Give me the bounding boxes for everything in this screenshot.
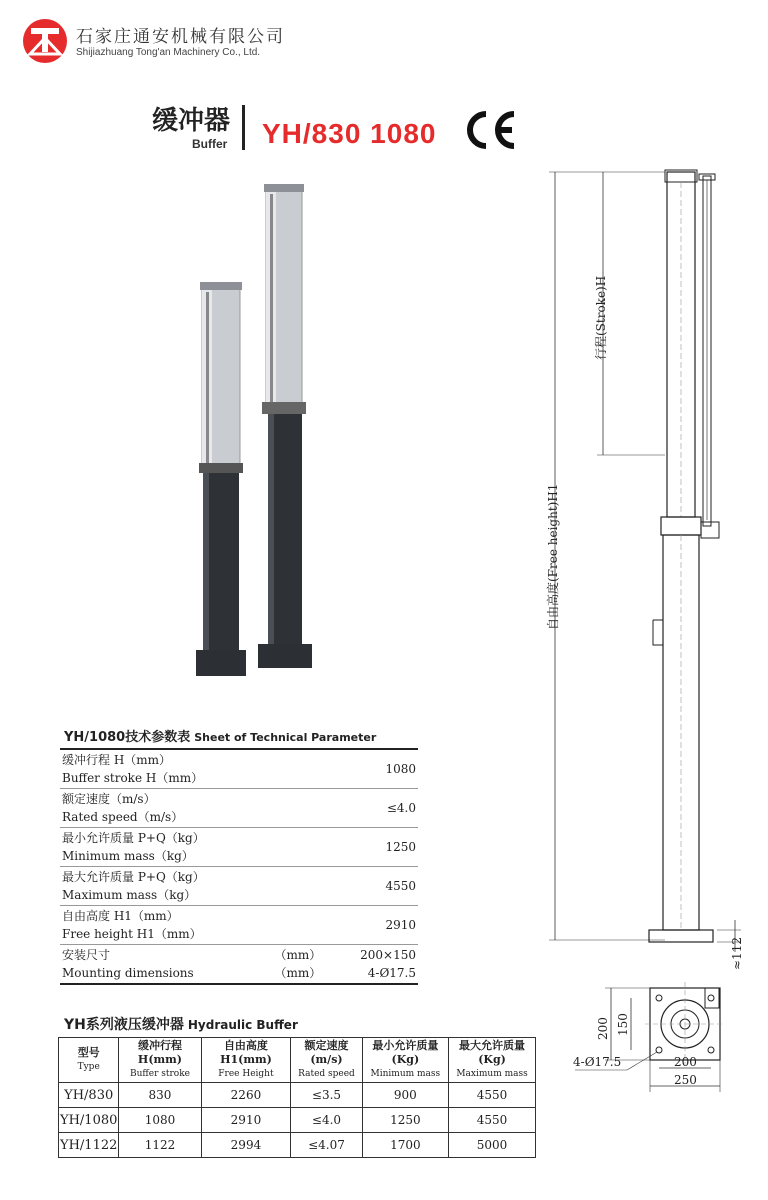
table-cell: ≤3.5 [291,1083,362,1108]
table-cell: 2994 [201,1133,291,1158]
tech-parameter-table [60,748,418,985]
table-cell: 5000 [449,1133,536,1158]
param-label: 自由高度 H1（mm） Free height H1（mm） [60,906,325,945]
param-label: 最小允许质量 P+Q（kg） Minimum mass（kg） [60,828,325,867]
column-header: 自由高度H1(mm) Free Height [201,1038,291,1083]
tech-table-title [64,726,376,745]
table-row [60,789,418,828]
table-cell: 4550 [449,1108,536,1133]
table-cell: YH/1080 [59,1108,119,1133]
company-logo [22,18,68,64]
series-table-title [64,1014,298,1034]
title-divider [242,105,245,150]
mounting-unit: （mm） （mm） [271,945,325,985]
plan-dim-250: 250 [674,1073,697,1087]
param-label: 最大允许质量 P+Q（kg） Maximum mass（kg） [60,867,325,906]
param-value: 1080 [325,749,418,789]
param-label: 缓冲行程 H（mm） Buffer stroke H（mm） [60,749,325,789]
column-header: 最大允许质量(Kg) Maximum mass [449,1038,536,1083]
table-cell: ≤4.07 [291,1133,362,1158]
base-height-dim: ≈112 [730,937,744,970]
table-cell: 1080 [119,1108,201,1133]
table-cell: 1250 [362,1108,449,1133]
tech-table-title-cn: YH/1080技术参数表 [64,730,191,745]
technical-drawing [535,160,765,1200]
table-cell: 1700 [362,1133,449,1158]
series-table [58,1037,536,1158]
plan-dim-200-vertical: 200 [596,1017,610,1040]
mounting-label: 安装尺寸 Mounting dimensions [60,945,271,985]
table-row [60,867,418,906]
table-row [60,906,418,945]
param-label: 额定速度（m/s） Rated speed（m/s） [60,789,325,828]
mounting-value: 200×150 4-Ø17.5 [325,945,418,985]
table-cell: 900 [362,1083,449,1108]
plan-dim-150: 150 [616,1013,630,1036]
series-table-title-cn: YH系列液压缓冲器 [64,1017,184,1033]
table-cell: 2260 [201,1083,291,1108]
table-row [60,749,418,789]
hole-dim: 4-Ø17.5 [573,1055,622,1069]
table-header-row [59,1038,536,1083]
table-row [60,828,418,867]
free-height-label: 自由高度(Free height)H1 [546,483,560,630]
plan-dim-200-horizontal: 200 [674,1055,697,1069]
table-cell: 2910 [201,1108,291,1133]
param-value: 2910 [325,906,418,945]
stroke-label: 行程(Stroke)H [594,275,608,360]
series-table-title-en: Hydraulic Buffer [187,1018,298,1032]
ce-mark-icon [462,108,518,152]
table-cell: 4550 [449,1083,536,1108]
product-title-cn: 缓冲器 [152,106,231,136]
table-row [59,1133,536,1158]
param-value: 1250 [325,828,418,867]
table-row [59,1108,536,1133]
table-cell: ≤4.0 [291,1108,362,1133]
column-header: 额定速度(m/s) Rated speed [291,1038,362,1083]
column-header: 最小允许质量(Kg) Minimum mass [362,1038,449,1083]
company-name-cn: 石家庄通安机械有限公司 [76,27,285,47]
table-row [59,1083,536,1108]
company-name-en: Shijiazhuang Tong'an Machinery Co., Ltd. [76,47,261,58]
param-value: 4550 [325,867,418,906]
tech-table-title-en: Sheet of Technical Parameter [194,731,377,744]
table-cell: YH/1122 [59,1133,119,1158]
column-header: 缓冲行程H(mm) Buffer stroke [119,1038,201,1083]
column-header: 型号 Type [59,1038,119,1083]
model-number: YH/830 1080 [262,118,437,149]
product-photo [180,180,340,680]
param-value: ≤4.0 [325,789,418,828]
product-title-en: Buffer [192,137,228,151]
table-cell: 830 [119,1083,201,1108]
table-cell: YH/830 [59,1083,119,1108]
table-cell: 1122 [119,1133,201,1158]
table-row [60,945,418,985]
